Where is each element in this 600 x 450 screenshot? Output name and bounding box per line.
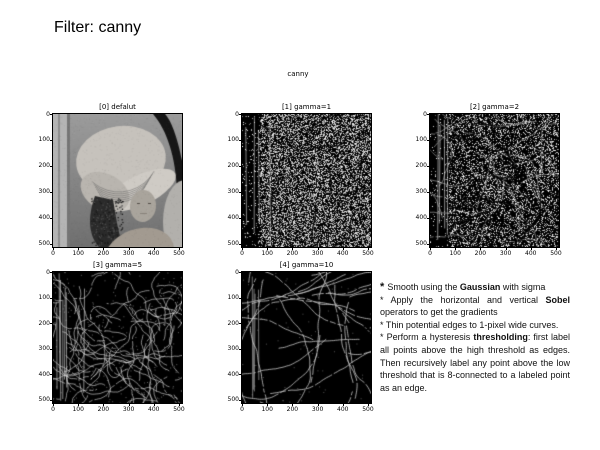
subplot-1-gamma1 [227, 103, 374, 257]
x-tick-label: 0 [240, 406, 244, 413]
x-tick-mark [506, 247, 507, 250]
y-tick-mark [239, 192, 242, 193]
x-tick-mark [129, 403, 130, 406]
x-tick-label: 200 [286, 406, 299, 413]
y-tick-label: 500 [227, 240, 239, 248]
note-text: * Thin potential edges to 1-pixel wide curves. [380, 319, 559, 330]
plot-image-canvas [52, 271, 183, 404]
note-text: * Apply the horizontal and vertical [380, 294, 546, 305]
y-tick-label: 200 [38, 319, 50, 327]
x-tick-label: 500 [173, 250, 185, 257]
x-tick-label: 500 [362, 406, 374, 413]
y-tick-label: 0 [235, 268, 239, 276]
x-tick-mark [318, 403, 319, 406]
plot-title: [0] defalut [99, 103, 136, 111]
note-text: with sigma [500, 282, 546, 292]
y-tick-label: 100 [415, 136, 427, 144]
y-tick-label: 0 [235, 110, 239, 118]
x-tick-mark [154, 403, 155, 406]
y-tick-label: 300 [415, 188, 427, 196]
y-tick-mark [427, 140, 430, 141]
y-tick-mark [50, 349, 53, 350]
y-tick-label: 300 [38, 188, 50, 196]
x-tick-mark [343, 247, 344, 250]
x-tick-label: 400 [525, 250, 537, 257]
note-paragraph [380, 294, 570, 319]
plot-title: [4] gamma=10 [279, 261, 334, 269]
x-tick-mark [78, 403, 79, 406]
y-tick-mark [50, 166, 53, 167]
y-tick-label: 200 [227, 162, 239, 170]
y-tick-label: 400 [38, 214, 50, 222]
y-tick-mark [50, 272, 53, 273]
x-tick-label: 0 [240, 250, 244, 257]
note-text: * Perform a hysteresis [380, 332, 474, 343]
x-tick-label: 300 [499, 250, 512, 257]
y-tick-mark [239, 400, 242, 401]
x-tick-mark [103, 247, 104, 250]
x-tick-mark [267, 247, 268, 250]
plot-image-canvas [241, 271, 372, 404]
y-tick-mark [50, 114, 53, 115]
x-tick-mark [292, 403, 293, 406]
y-tick-label: 500 [38, 396, 50, 404]
note-paragraph [380, 331, 570, 394]
subplot-3-gamma5 [38, 261, 185, 413]
y-tick-label: 0 [423, 110, 427, 118]
x-tick-mark [455, 247, 456, 250]
y-tick-label: 200 [415, 162, 427, 170]
x-tick-label: 200 [97, 250, 110, 257]
y-tick-label: 200 [227, 319, 239, 327]
y-tick-mark [239, 349, 242, 350]
x-tick-label: 500 [173, 406, 185, 413]
y-tick-mark [239, 272, 242, 273]
note-keyword: thresholding [473, 332, 528, 343]
x-tick-label: 200 [286, 250, 299, 257]
y-tick-mark [427, 244, 430, 245]
x-tick-mark [242, 247, 243, 250]
y-tick-label: 300 [227, 188, 239, 196]
x-tick-mark [242, 403, 243, 406]
x-tick-label: 400 [148, 250, 160, 257]
plot-image-canvas [429, 113, 560, 248]
y-tick-label: 100 [38, 294, 50, 302]
y-tick-mark [50, 323, 53, 324]
plot-title: [2] gamma=2 [469, 103, 520, 111]
figure-suptitle: canny [287, 70, 309, 78]
x-tick-label: 500 [550, 250, 562, 257]
y-tick-label: 500 [227, 396, 239, 404]
x-tick-label: 100 [261, 406, 273, 413]
y-tick-label: 400 [227, 214, 239, 222]
plot-title: [1] gamma=1 [281, 103, 332, 111]
x-tick-mark [480, 247, 481, 250]
x-tick-label: 300 [311, 406, 324, 413]
x-tick-mark [556, 247, 557, 250]
x-tick-mark [343, 403, 344, 406]
x-tick-mark [368, 247, 369, 250]
y-tick-label: 100 [227, 136, 239, 144]
note-keyword: Gaussian [459, 282, 501, 292]
plot-image-canvas [241, 113, 372, 248]
x-tick-mark [78, 247, 79, 250]
subplot-2-gamma2 [415, 103, 562, 257]
note-text: Smooth using the [387, 282, 460, 292]
x-tick-label: 500 [362, 250, 374, 257]
y-tick-label: 0 [46, 268, 50, 276]
y-tick-mark [239, 218, 242, 219]
x-tick-mark [53, 247, 54, 250]
y-tick-mark [427, 218, 430, 219]
x-tick-label: 200 [97, 406, 110, 413]
y-tick-mark [50, 374, 53, 375]
y-tick-mark [50, 298, 53, 299]
y-tick-mark [50, 218, 53, 219]
y-tick-mark [239, 166, 242, 167]
slide-title: Filter: canny [54, 19, 142, 36]
y-tick-label: 100 [38, 136, 50, 144]
x-tick-label: 100 [449, 250, 461, 257]
y-tick-label: 400 [227, 370, 239, 378]
plot-image-canvas [52, 113, 183, 248]
x-tick-mark [179, 403, 180, 406]
y-tick-mark [50, 244, 53, 245]
y-tick-label: 100 [227, 294, 239, 302]
x-tick-mark [430, 247, 431, 250]
note-text: : first label all points above the high threshold as edges. Then recursively label any point above the low threshold that is 8-connected to a labeled point as an edge. [380, 332, 571, 393]
y-tick-mark [50, 400, 53, 401]
y-tick-label: 200 [38, 162, 50, 170]
y-tick-mark [239, 140, 242, 141]
x-tick-mark [103, 403, 104, 406]
x-tick-mark [129, 247, 130, 250]
x-tick-label: 400 [337, 406, 349, 413]
x-tick-mark [53, 403, 54, 406]
x-tick-mark [154, 247, 155, 250]
y-tick-mark [239, 298, 242, 299]
x-tick-label: 300 [122, 250, 135, 257]
x-tick-label: 0 [428, 250, 432, 257]
x-tick-label: 0 [51, 406, 55, 413]
note-paragraph [380, 319, 570, 332]
y-tick-mark [50, 140, 53, 141]
y-tick-mark [239, 114, 242, 115]
x-tick-label: 300 [311, 250, 324, 257]
note-keyword: Sobel [545, 294, 570, 305]
y-tick-label: 300 [38, 345, 50, 353]
algorithm-notes [380, 281, 570, 394]
x-tick-label: 300 [122, 406, 135, 413]
subplot-4-gamma10 [227, 261, 374, 413]
y-tick-label: 400 [38, 370, 50, 378]
y-tick-label: 0 [46, 110, 50, 118]
x-tick-mark [368, 403, 369, 406]
note-text: operators to get the gradients [380, 307, 498, 318]
y-tick-mark [239, 244, 242, 245]
x-tick-mark [531, 247, 532, 250]
x-tick-label: 0 [51, 250, 55, 257]
y-tick-mark [239, 374, 242, 375]
x-tick-label: 100 [72, 406, 84, 413]
note-paragraph [380, 281, 570, 294]
x-tick-mark [318, 247, 319, 250]
y-tick-label: 500 [38, 240, 50, 248]
x-tick-mark [292, 247, 293, 250]
x-tick-label: 200 [474, 250, 487, 257]
y-tick-mark [239, 323, 242, 324]
y-tick-label: 300 [227, 345, 239, 353]
y-tick-label: 500 [415, 240, 427, 248]
x-tick-mark [179, 247, 180, 250]
note-keyword: * [380, 281, 388, 293]
x-tick-label: 100 [72, 250, 84, 257]
subplot-0-default [38, 103, 185, 257]
x-tick-label: 400 [148, 406, 160, 413]
y-tick-mark [50, 192, 53, 193]
y-tick-mark [427, 166, 430, 167]
x-tick-mark [267, 403, 268, 406]
y-tick-mark [427, 192, 430, 193]
x-tick-label: 400 [337, 250, 349, 257]
y-tick-mark [427, 114, 430, 115]
y-tick-label: 400 [415, 214, 427, 222]
plot-title: [3] gamma=5 [92, 261, 143, 269]
x-tick-label: 100 [261, 250, 273, 257]
